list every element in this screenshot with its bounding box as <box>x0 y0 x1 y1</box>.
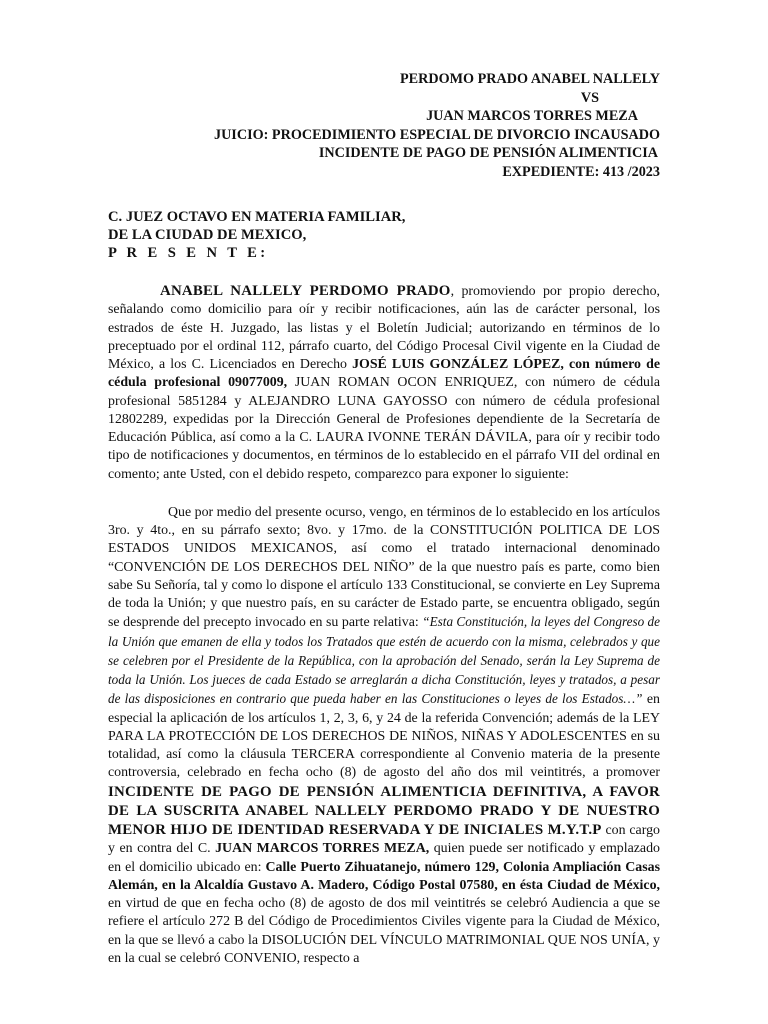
defendant-name: JUAN MARCOS TORRES MEZA <box>426 108 638 125</box>
versus-label: VS <box>580 89 600 106</box>
addressee-block <box>108 208 660 263</box>
defendant-bold: JUAN MARCOS TORRES MEZA, <box>215 841 430 857</box>
city-line: DE LA CIUDAD DE MEXICO, <box>108 226 307 243</box>
promovente-name: ANABEL NALLELY PERDOMO PRADO <box>160 283 451 300</box>
constitution-quote-text: “Esta Constitución, la leyes del Congreso de la Unión que emanen de ella y todos los Tratados que estén de acuerdo con la misma, celebrados y que se celebren por el Presidente de la República, con la aprobación del Senado, serán la Ley Suprema de toda la Unión. Los jueces de cada Estado se arreglarán a dicha Constitución, leyes y tratados, a pesar de las disposiciones en contrario que pueda haber en las Constituciones o leyes de los Estados…” <box>108 614 660 707</box>
file-number: EXPEDIENTE: 413 /2023 <box>502 163 660 180</box>
defendant-address: Calle Puerto Zihuatanejo, número 129, Colonia Ampliación Casas Alemán, en la Alcaldía Gustavo A. Madero, Código Postal 07580, en ésta Ciudad de México, <box>108 859 660 893</box>
petition-text-4: quien puede ser notificado y emplazado en el domicilio ubicado en: <box>108 841 660 875</box>
petition-paragraph <box>108 504 660 968</box>
petition-text-5: en virtud de que en fecha ocho (8) de agosto de dos mil veintitrés se celebró Audiencia a que se refiere el artículo 272 B del Código de Procedimientos Civiles vigente para la Ciudad de México, en la que se llevó a cabo la DISOLUCIÓN DEL VÍNCULO MATRIMONIAL QUE NOS UNÍA, y en la cual se celebró CONVENIO, respecto a <box>108 896 660 966</box>
intro-paragraph <box>108 282 660 484</box>
incident-type: INCIDENTE DE PAGO DE PENSIÓN ALIMENTICIA <box>318 145 658 162</box>
case-header <box>108 70 660 182</box>
judge-line: C. JUEZ OCTAVO EN MATERIA FAMILIAR, <box>108 208 406 225</box>
plaintiff-name: PERDOMO PRADO ANABEL NALLELY <box>399 71 660 87</box>
intro-text-2: JUAN ROMAN OCON ENRIQUEZ, con número de cédula profesional 5851284 y ALEJANDRO LUNA GAYOSSO con número de cédula profesional 12802289, expedidas por la Dirección General de Profesiones dependiente de la Secretaría de Educación Pública, así como a la C. LAURA IVONNE TERÁN DÁVILA, para oír y recibir todo tipo de notificaciones y documentos, en términos de lo establecido en el párrafo VII del ordinal en comento; ante Usted, con el debido respeto, comparezco para exponer lo siguiente: <box>108 375 660 482</box>
presente-line: P R E S E N T E: <box>108 244 269 261</box>
petition-text-1: Que por medio del presente ocurso, vengo, en términos de lo establecido en los artículos 3ro. y 4to., en su párrafo sexto; 8vo. y 17mo. de la CONSTITUCIÓN POLITICA DE LOS ESTADOS UNIDOS MEXICANOS, así como el tratado internacional denominado “CONVENCIÓN DE LOS DERECHOS DEL NIÑO” de la que nuestro país es parte, como bien sabe Su Señoría, tal y como lo dispone el artículo 133 Constitucional, se convierte en Ley Suprema de toda la Unión; y que nuestro país, en su carácter de Estado parte, se encuentra obligado, según se desprende del precepto invocado en su parte relativa: <box>108 504 660 631</box>
petition-text-2: en especial la aplicación de los artículos 1, 2, 3, 6, y 24 de la referida Convención; además de la LEY PARA LA PROTECCIÓN DE LOS DERECHOS DE NIÑOS, NIÑAS Y ADOLESCENTES en su totalidad, así como la cláusula TERCERA correspondiente al Convenio materia de la presente controversia, celebrado en fecha ocho (8) de agosto del año dos mil veintitrés, a promover <box>108 692 660 781</box>
petition-text-3: con cargo y en contra del C. <box>108 823 660 857</box>
incident-title: INCIDENTE DE PAGO DE PENSIÓN ALIMENTICIA DEFINITIVA, A FAVOR DE LA SUSCRITA ANABEL NALLELY PERDOMO PRADO Y DE NUESTRO MENOR HIJO DE IDENTIDAD RESERVADA Y DE INICIALES M.Y.T.P <box>108 783 660 839</box>
case-type: JUICIO: PROCEDIMIENTO ESPECIAL DE DIVORCIO INCAUSADO <box>213 126 660 143</box>
case-header-block <box>400 70 660 107</box>
intro-text-1: , promoviendo por propio derecho, señalando como domicilio para oír y recibir notificaciones, aún las de carácter personal, los estrados de éste H. Juzgado, las listas y el Boletín Judicial; autorizando en términos de lo preceptuado por el ordinal 112, párrafo cuarto, del Código Procesal Civil vigente en la Ciudad de México, a los C. Licenciados en Derecho <box>108 284 661 373</box>
lawyer-1: JOSÉ LUIS GONZÁLEZ LÓPEZ, con número de cédula profesional 09077009, <box>108 357 660 391</box>
